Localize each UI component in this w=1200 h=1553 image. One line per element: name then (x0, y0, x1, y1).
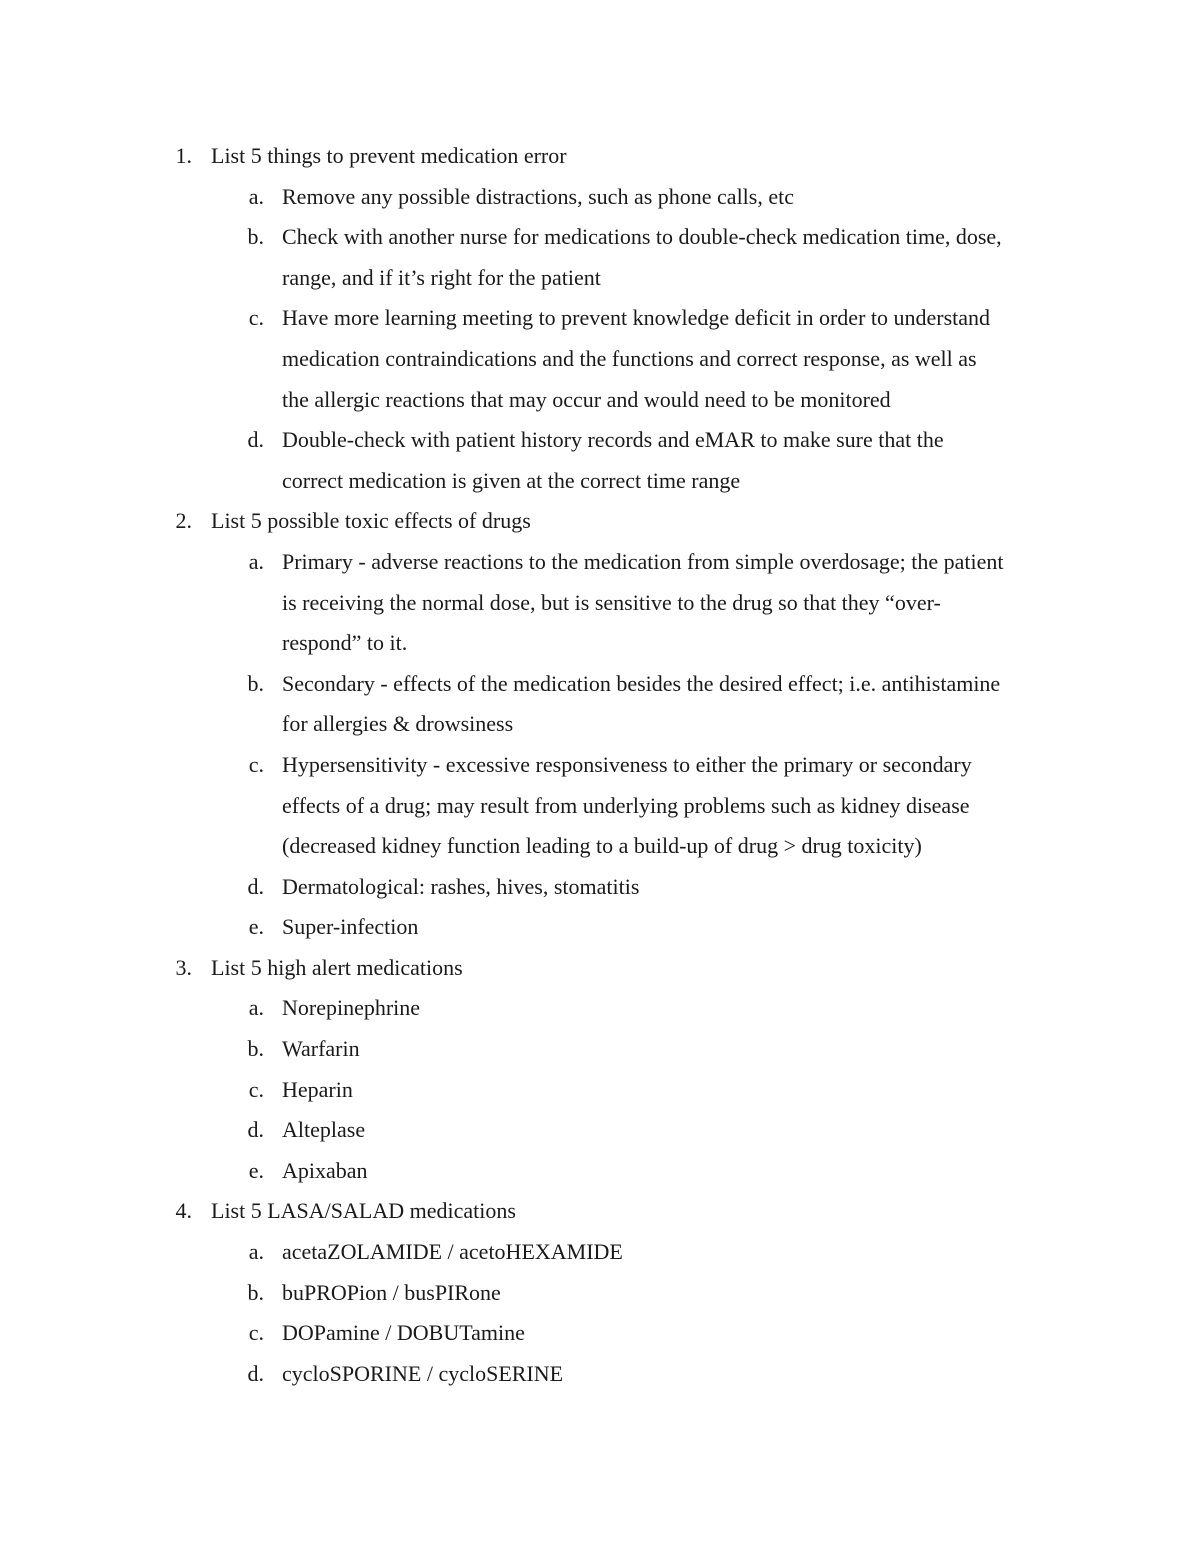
list-item (0, 1110, 1200, 1151)
list-item (0, 1232, 1200, 1273)
list-marker: 2. (175, 508, 192, 534)
list-marker: a. (248, 183, 264, 209)
list-text: DOPamine / DOBUTamine (282, 1320, 525, 1346)
list-item (0, 907, 1200, 948)
list-marker: d. (247, 1360, 264, 1386)
list-item-continuation (0, 826, 1200, 867)
list-text: Primary - adverse reactions to the medication from simple overdosage; the patient (282, 548, 1004, 574)
section-heading (0, 948, 1200, 989)
list-marker: e. (248, 914, 264, 940)
list-text: List 5 high alert medications (211, 954, 463, 980)
list-text: Norepinephrine (282, 995, 421, 1021)
list-marker: a. (248, 995, 264, 1021)
list-text: Dermatological: rashes, hives, stomatitis (282, 873, 640, 899)
list-text: Apixaban (282, 1157, 368, 1183)
list-text: cycloSPORINE / cycloSERINE (282, 1360, 564, 1386)
list-marker: 3. (175, 954, 192, 980)
list-text: respond” to it. (282, 630, 408, 656)
list-text: Hypersensitivity - excessive responsiveness to either the primary or secondary (282, 751, 972, 777)
list-item (0, 867, 1200, 908)
list-text: the allergic reactions that may occur and would need to be monitored (282, 386, 891, 412)
list-item (0, 177, 1200, 218)
list-item (0, 1354, 1200, 1395)
document-body (0, 136, 1200, 1394)
list-text: for allergies & drowsiness (282, 711, 514, 737)
list-marker: c. (248, 751, 264, 777)
list-item (0, 542, 1200, 583)
list-text: Have more learning meeting to prevent knowledge deficit in order to understand (282, 305, 991, 331)
list-text: Super-infection (282, 914, 419, 940)
section-heading (0, 501, 1200, 542)
list-item-continuation (0, 258, 1200, 299)
list-marker: d. (247, 873, 264, 899)
list-text: Heparin (282, 1076, 353, 1102)
list-item (0, 988, 1200, 1029)
list-marker: 4. (175, 1198, 192, 1224)
list-marker: d. (247, 1117, 264, 1143)
list-text: Remove any possible distractions, such as phone calls, etc (282, 183, 794, 209)
list-text: medication contraindications and the functions and correct response, as well as (282, 345, 977, 371)
list-text: correct medication is given at the correct time range (282, 467, 741, 493)
list-text: Double-check with patient history records and eMAR to make sure that the (282, 427, 944, 453)
list-text: List 5 possible toxic effects of drugs (211, 508, 531, 534)
list-text: effects of a drug; may result from underlying problems such as kidney disease (282, 792, 970, 818)
list-item (0, 1029, 1200, 1070)
list-marker: 1. (175, 143, 192, 168)
list-item-continuation (0, 339, 1200, 380)
list-item-continuation (0, 583, 1200, 624)
section-heading (0, 136, 1200, 177)
list-marker: a. (248, 1239, 264, 1265)
list-marker: c. (248, 1320, 264, 1346)
list-item-continuation (0, 623, 1200, 664)
list-text: range, and if it’s right for the patient (282, 264, 601, 290)
list-marker: b. (247, 1279, 264, 1305)
list-item (0, 217, 1200, 258)
list-item (0, 1070, 1200, 1111)
list-marker: d. (247, 427, 264, 453)
list-text: buPROPion / busPIRone (282, 1279, 501, 1305)
list-text: List 5 things to prevent medication error (211, 143, 567, 168)
list-text: acetaZOLAMIDE / acetoHEXAMIDE (282, 1239, 623, 1265)
list-text: Warfarin (282, 1036, 360, 1062)
list-text: List 5 LASA/SALAD medications (211, 1198, 516, 1224)
list-item (0, 1313, 1200, 1354)
list-item-continuation (0, 380, 1200, 421)
list-text: Secondary - effects of the medication besides the desired effect; i.e. antihistamine (282, 670, 1001, 696)
list-item (0, 1273, 1200, 1314)
list-text: Alteplase (282, 1117, 366, 1143)
list-text: Check with another nurse for medications to double-check medication time, dose, (282, 224, 1002, 250)
list-marker: c. (248, 1076, 264, 1102)
list-marker: a. (248, 548, 264, 574)
list-item (0, 298, 1200, 339)
list-marker: e. (248, 1157, 264, 1183)
list-marker: c. (248, 305, 264, 331)
list-marker: b. (247, 1036, 264, 1062)
list-item-continuation (0, 786, 1200, 827)
list-marker: b. (247, 224, 264, 250)
list-text: is receiving the normal dose, but is sensitive to the drug so that they “over- (282, 589, 941, 615)
list-item (0, 420, 1200, 461)
list-item (0, 1151, 1200, 1192)
section-heading (0, 1191, 1200, 1232)
list-text: (decreased kidney function leading to a build-up of drug > drug toxicity) (282, 833, 922, 859)
list-item-continuation (0, 704, 1200, 745)
list-item-continuation (0, 461, 1200, 502)
list-marker: b. (247, 670, 264, 696)
list-item (0, 664, 1200, 705)
list-item (0, 745, 1200, 786)
